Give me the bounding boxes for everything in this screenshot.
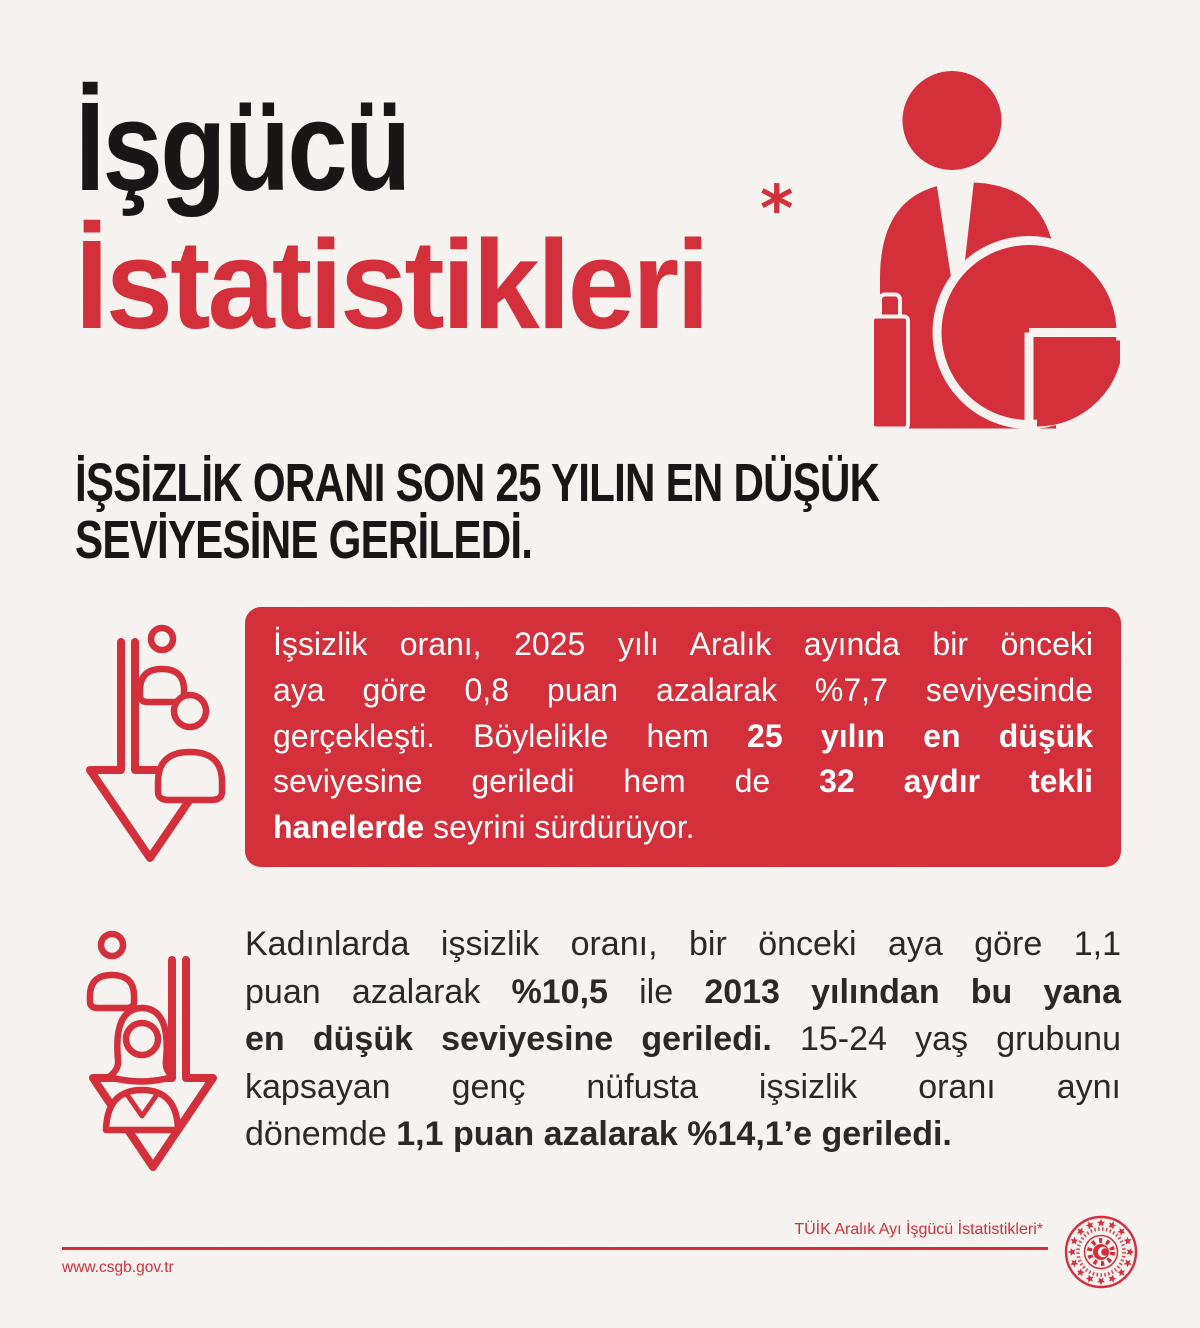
footer-source-note: TÜİK Aralık Ayı İşgücü İstatistikleri* bbox=[794, 1221, 1043, 1238]
text-line: puan azalarak %10,5 ile 2013 yılından bu yana bbox=[245, 972, 1121, 1011]
text-line: aya göre 0,8 puan azalarak %7,7 seviyesinde bbox=[273, 671, 1093, 708]
text-line: seviyesine geriledi hem de 32 aydır tekli bbox=[273, 763, 1094, 800]
text-line: Kadınlarda işsizlik oranı, bir önceki aya göre 1,1 bbox=[245, 925, 1121, 963]
women-unemployment-paragraph bbox=[245, 921, 1121, 1159]
women-decrease-arrow-icon bbox=[78, 920, 238, 1195]
text-line: en düşük seviyesine geriledi. 15-24 yaş grubunu bbox=[245, 1020, 1122, 1058]
text-line: kapsayan genç nüfusta işsizlik oranı aynı bbox=[245, 1067, 1121, 1106]
footer-website-url: www.csgb.gov.tr bbox=[62, 1259, 174, 1276]
text-line: dönemde 1,1 puan azalarak %14,1’e geriledi. bbox=[245, 1115, 952, 1153]
section-heading-line2: SEVİYESİNE GERİLEDİ. bbox=[75, 510, 533, 570]
text-line: İşsizlik oranı, 2025 yılı Aralık ayında bir önceki bbox=[273, 626, 1093, 662]
people-decrease-arrow-icon bbox=[78, 612, 238, 887]
ministry-emblem-icon bbox=[1063, 1214, 1139, 1290]
footer-divider-line bbox=[62, 1247, 1048, 1250]
section-heading-line1: İŞSİZLİK ORANI SON 25 YILIN EN DÜŞÜK bbox=[75, 453, 880, 513]
callout-box bbox=[245, 607, 1121, 867]
person-with-pie-chart-icon bbox=[870, 66, 1120, 432]
title-asterisk: * bbox=[760, 173, 794, 247]
text-line: gerçekleşti. Böylelikle hem 25 yılın en düşük bbox=[273, 717, 1094, 754]
text-line: hanelerde seyrini sürdürüyor. bbox=[273, 809, 695, 846]
page-title-line1: İşgücü bbox=[75, 76, 409, 217]
page-title-line2: İstatistikleri bbox=[75, 214, 707, 355]
